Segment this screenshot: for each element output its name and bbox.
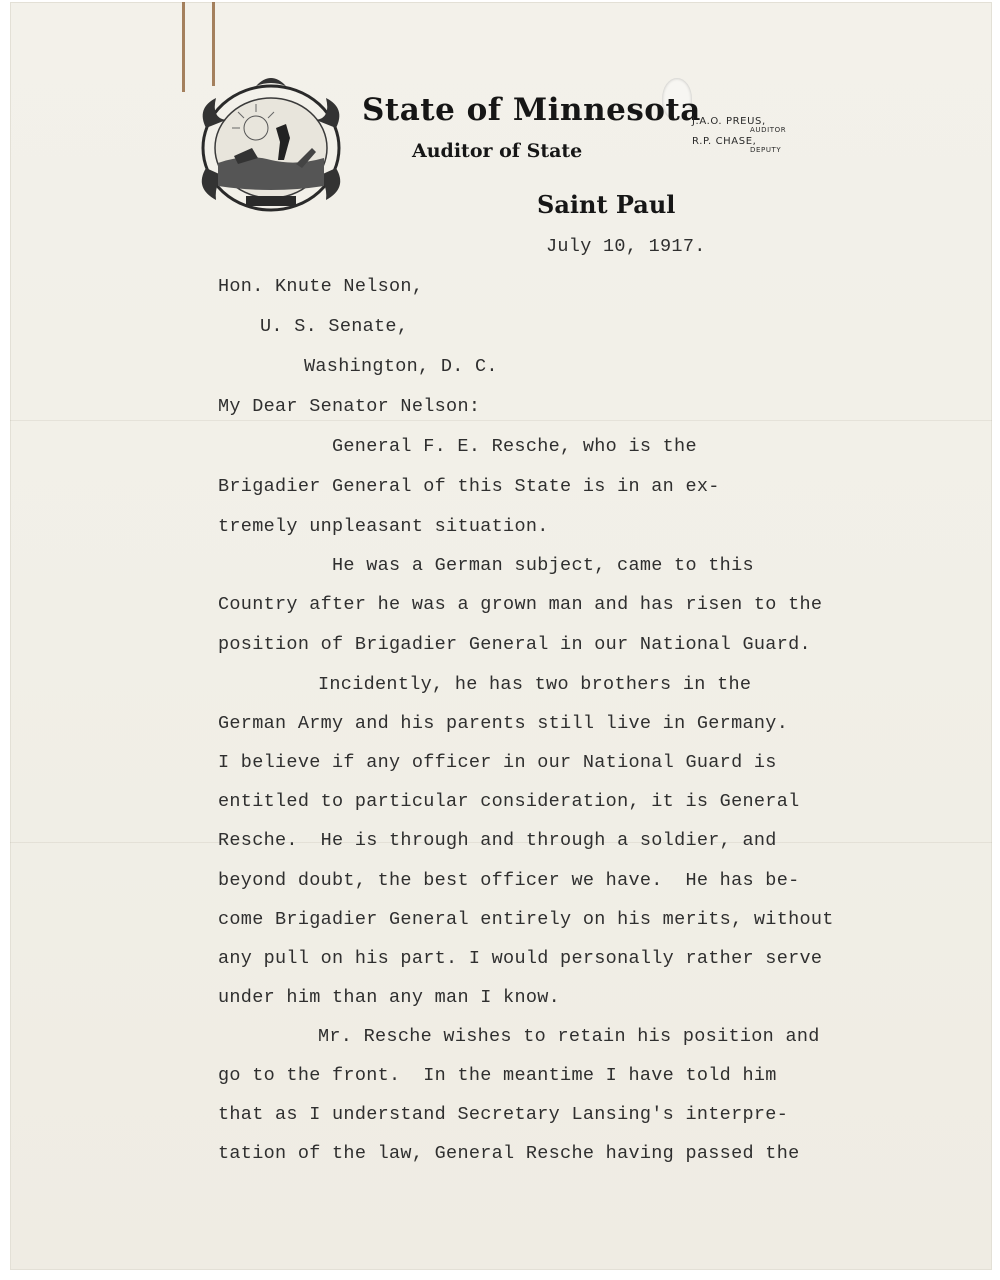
body-line: Country after he was a grown man and has risen to the bbox=[218, 594, 823, 615]
staple-mark bbox=[182, 2, 185, 92]
letterhead-title: State of Minnesota bbox=[362, 92, 701, 128]
state-seal-icon bbox=[186, 68, 356, 218]
body-line: beyond doubt, the best officer we have. He has be- bbox=[218, 870, 800, 891]
officer-name: J.A.O. PREUS, bbox=[692, 116, 766, 127]
body-line: entitled to particular consideration, it is General bbox=[218, 791, 800, 812]
body-line: tation of the law, General Resche having passed the bbox=[218, 1143, 800, 1164]
body-line: go to the front. In the meantime I have told him bbox=[218, 1065, 777, 1086]
body-line: tremely unpleasant situation. bbox=[218, 516, 549, 537]
body-line: Incidently, he has two brothers in the bbox=[318, 674, 752, 695]
letterhead-office: Auditor of State bbox=[412, 140, 583, 162]
body-line: Brigadier General of this State is in an ex- bbox=[218, 476, 720, 497]
address-line: Hon. Knute Nelson, bbox=[218, 276, 424, 297]
officer-role: AUDITOR bbox=[750, 126, 787, 134]
body-line: I believe if any officer in our National Guard is bbox=[218, 752, 777, 773]
letterhead-officers bbox=[692, 116, 812, 154]
address-line: U. S. Senate, bbox=[260, 316, 409, 337]
officer-role: DEPUTY bbox=[750, 146, 782, 154]
body-line: come Brigadier General entirely on his merits, without bbox=[218, 909, 834, 930]
address-line: Washington, D. C. bbox=[304, 356, 498, 377]
body-line: Mr. Resche wishes to retain his position and bbox=[318, 1026, 820, 1047]
salutation: My Dear Senator Nelson: bbox=[218, 396, 481, 417]
letter-page bbox=[10, 2, 992, 1270]
officer-name: R.P. CHASE, bbox=[692, 136, 757, 147]
paper-watermark bbox=[912, 62, 982, 1202]
body-line: Resche. He is through and through a soldier, and bbox=[218, 830, 777, 851]
fold-crease bbox=[10, 420, 992, 421]
body-line: position of Brigadier General in our National Guard. bbox=[218, 634, 811, 655]
body-line: that as I understand Secretary Lansing's interpre- bbox=[218, 1104, 789, 1125]
letterhead-city: Saint Paul bbox=[537, 190, 676, 219]
body-line: General F. E. Resche, who is the bbox=[332, 436, 697, 457]
body-line: under him than any man I know. bbox=[218, 987, 561, 1008]
letter-date: July 10, 1917. bbox=[546, 236, 706, 257]
body-line: German Army and his parents still live in Germany. bbox=[218, 713, 789, 734]
body-line: He was a German subject, came to this bbox=[332, 555, 754, 576]
body-line: any pull on his part. I would personally rather serve bbox=[218, 948, 823, 969]
